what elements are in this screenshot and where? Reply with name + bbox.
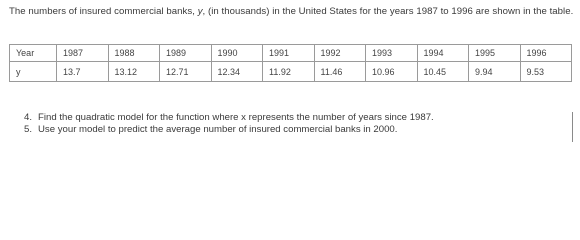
question-number: 5. <box>24 124 33 135</box>
intro-prefix: The numbers of insured commercial banks, <box>9 6 195 17</box>
intro-suffix: , (in thousands) in the United States for the years 1987 to 1996 are shown in the table. <box>202 6 574 17</box>
table-cell: 10.96 <box>366 62 418 82</box>
question-number: 4. <box>24 112 33 123</box>
table-cell: 1996 <box>520 45 572 62</box>
table-cell: 13.7 <box>57 62 109 82</box>
table-cell: 1987 <box>57 45 109 62</box>
table-cell: 9.53 <box>520 62 572 82</box>
table-cell: 11.92 <box>263 62 315 82</box>
table-row-year <box>10 45 572 62</box>
table-cell: 11.46 <box>314 62 366 82</box>
intro-variable: y <box>197 6 203 17</box>
table-cell: 1989 <box>160 45 212 62</box>
table-cell: 12.34 <box>211 62 263 82</box>
problem-intro <box>9 5 575 18</box>
table-cell: 1990 <box>211 45 263 62</box>
question-list <box>24 112 434 136</box>
table-cell: 10.45 <box>417 62 469 82</box>
question-item <box>24 124 434 136</box>
table-cell: 1994 <box>417 45 469 62</box>
margin-line <box>572 112 573 142</box>
data-table-body <box>10 45 572 82</box>
table-cell: 13.12 <box>108 62 160 82</box>
table-cell: 1993 <box>366 45 418 62</box>
table-cell: 1988 <box>108 45 160 62</box>
data-table <box>9 44 572 82</box>
table-cell: 1995 <box>469 45 521 62</box>
table-cell: 1992 <box>314 45 366 62</box>
table-cell: 9.94 <box>469 62 521 82</box>
question-text: Find the quadratic model for the function where x represents the number of years since 1987. <box>38 112 434 123</box>
table-row-header: Year <box>10 45 57 62</box>
table-cell: 1991 <box>263 45 315 62</box>
table-cell: 12.71 <box>160 62 212 82</box>
table-row-header: y <box>10 62 57 82</box>
question-item <box>24 112 434 124</box>
table-row-y <box>10 62 572 82</box>
question-text: Use your model to predict the average number of insured commercial banks in 2000. <box>38 124 398 135</box>
